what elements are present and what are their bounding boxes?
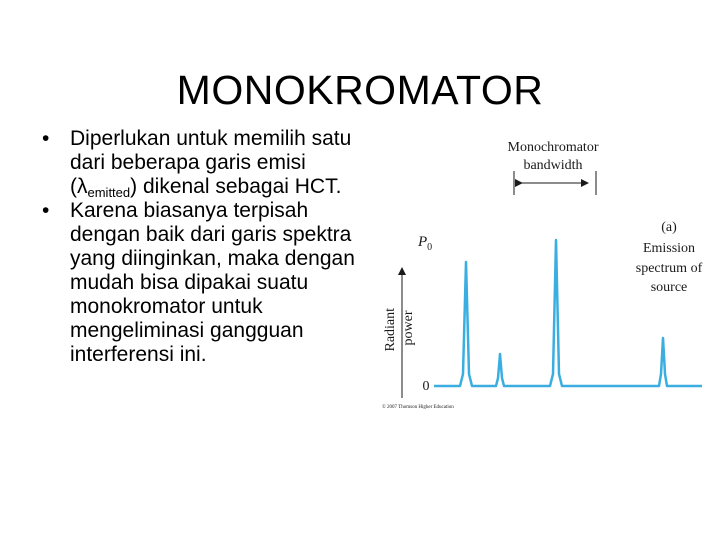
bullet-text: Karena biasanya terpisah dengan baik dari garis spektra yang diinginkan, maka dengan mudah bisa dipakai suatu monokromator untuk mengeliminasi gangguan interferensi ini.: [70, 199, 355, 366]
bullet-text-before: Diperlukan untuk memilih satu dari beberapa garis emisi (: [70, 127, 352, 198]
caption-line2: spectrum of: [635, 261, 703, 276]
bandwidth-label-line1: Monochromator: [507, 140, 599, 155]
y-axis-label: Radiant power: [383, 307, 416, 352]
caption-line1: Emission: [642, 241, 696, 256]
caption-line3: source: [650, 280, 688, 295]
bullet-item-2: [28, 199, 358, 367]
panel-label: (a): [661, 220, 677, 235]
zero-label: 0: [422, 379, 430, 394]
bullet-item-1: [28, 127, 358, 199]
bullet-marker: •: [42, 199, 50, 222]
bullet-marker: •: [42, 127, 50, 150]
bullet-text-after: ) dikenal sebagai HCT.: [130, 175, 342, 198]
bandwidth-label-line2: bandwidth: [523, 158, 583, 173]
lambda-symbol: λ: [77, 175, 88, 198]
emission-spectrum-figure: [372, 128, 712, 418]
p0-label: $P_0$: [418, 234, 433, 253]
slide-title: MONOKROMATOR: [176, 67, 544, 114]
bullet-list: [28, 127, 358, 367]
copyright-note: © 2007 Thomson Higher Education: [382, 405, 454, 410]
lambda-subscript: emitted: [87, 185, 131, 200]
